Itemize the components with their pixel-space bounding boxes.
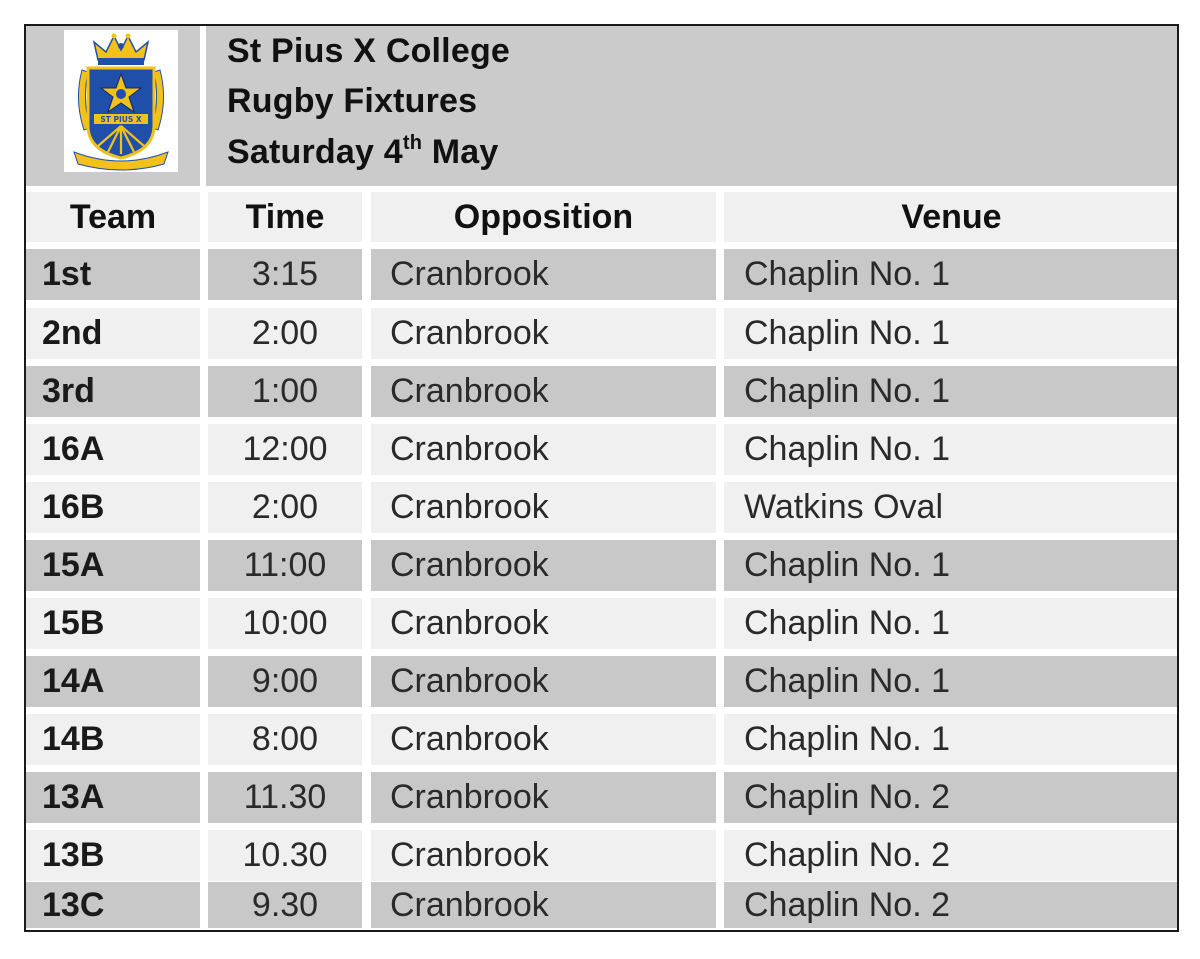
- venue-cell: Chaplin No. 1: [724, 714, 1179, 765]
- college-name: St Pius X College: [227, 32, 511, 70]
- team-cell: 14A: [26, 656, 200, 707]
- table-row: [26, 882, 1179, 928]
- column-header-team: Team: [26, 192, 200, 242]
- opposition-cell: Cranbrook: [371, 772, 716, 823]
- team-cell: 13A: [26, 772, 200, 823]
- time-cell: 10.30: [208, 830, 362, 881]
- opposition-cell: Cranbrook: [371, 308, 716, 359]
- table-row: [26, 366, 1179, 417]
- fixtures-title: Rugby Fixtures: [227, 82, 478, 120]
- team-cell: 3rd: [26, 366, 200, 417]
- team-cell: 1st: [26, 249, 200, 300]
- time-cell: 2:00: [208, 482, 362, 533]
- venue-cell: Chaplin No. 2: [724, 772, 1179, 823]
- team-cell: 13C: [26, 882, 200, 928]
- time-cell: 9:00: [208, 656, 362, 707]
- logo-cell: [26, 26, 200, 186]
- team-cell: 15A: [26, 540, 200, 591]
- time-cell: 12:00: [208, 424, 362, 475]
- table-row: [26, 830, 1179, 881]
- opposition-cell: Cranbrook: [371, 882, 716, 928]
- time-cell: 1:00: [208, 366, 362, 417]
- table-header: [26, 26, 1179, 186]
- opposition-cell: Cranbrook: [371, 249, 716, 300]
- venue-cell: Chaplin No. 1: [724, 540, 1179, 591]
- opposition-cell: Cranbrook: [371, 366, 716, 417]
- column-header-time: Time: [208, 192, 362, 242]
- table-row: [26, 714, 1179, 765]
- team-cell: 14B: [26, 714, 200, 765]
- venue-cell: Chaplin No. 1: [724, 424, 1179, 475]
- fixtures-table: [24, 24, 1179, 932]
- time-cell: 3:15: [208, 249, 362, 300]
- opposition-cell: Cranbrook: [371, 830, 716, 881]
- team-cell: 15B: [26, 598, 200, 649]
- table-row: [26, 308, 1179, 359]
- table-row: [26, 656, 1179, 707]
- time-cell: 9.30: [208, 882, 362, 928]
- table-row: [26, 598, 1179, 649]
- opposition-cell: Cranbrook: [371, 656, 716, 707]
- opposition-cell: Cranbrook: [371, 540, 716, 591]
- venue-cell: Watkins Oval: [724, 482, 1179, 533]
- svg-text:ST PIUS X: ST PIUS X: [100, 115, 142, 124]
- team-cell: 16A: [26, 424, 200, 475]
- venue-cell: Chaplin No. 1: [724, 656, 1179, 707]
- title-cell: [206, 26, 1179, 186]
- team-cell: 16B: [26, 482, 200, 533]
- table-row: [26, 540, 1179, 591]
- venue-cell: Chaplin No. 1: [724, 249, 1179, 300]
- college-crest-logo: [64, 30, 178, 172]
- team-cell: 13B: [26, 830, 200, 881]
- table-row: [26, 249, 1179, 300]
- venue-cell: Chaplin No. 1: [724, 308, 1179, 359]
- time-cell: 2:00: [208, 308, 362, 359]
- time-cell: 8:00: [208, 714, 362, 765]
- table-row: [26, 482, 1179, 533]
- table-row: [26, 772, 1179, 823]
- fixture-date: Saturday 4th May: [227, 132, 499, 171]
- team-cell: 2nd: [26, 308, 200, 359]
- table-row: [26, 424, 1179, 475]
- column-header-row: [26, 192, 1179, 242]
- time-cell: 10:00: [208, 598, 362, 649]
- opposition-cell: Cranbrook: [371, 598, 716, 649]
- time-cell: 11.30: [208, 772, 362, 823]
- opposition-cell: Cranbrook: [371, 714, 716, 765]
- venue-cell: Chaplin No. 2: [724, 830, 1179, 881]
- column-header-opposition: Opposition: [371, 192, 716, 242]
- venue-cell: Chaplin No. 1: [724, 598, 1179, 649]
- opposition-cell: Cranbrook: [371, 482, 716, 533]
- venue-cell: Chaplin No. 2: [724, 882, 1179, 928]
- venue-cell: Chaplin No. 1: [724, 366, 1179, 417]
- column-header-venue: Venue: [724, 192, 1179, 242]
- opposition-cell: Cranbrook: [371, 424, 716, 475]
- time-cell: 11:00: [208, 540, 362, 591]
